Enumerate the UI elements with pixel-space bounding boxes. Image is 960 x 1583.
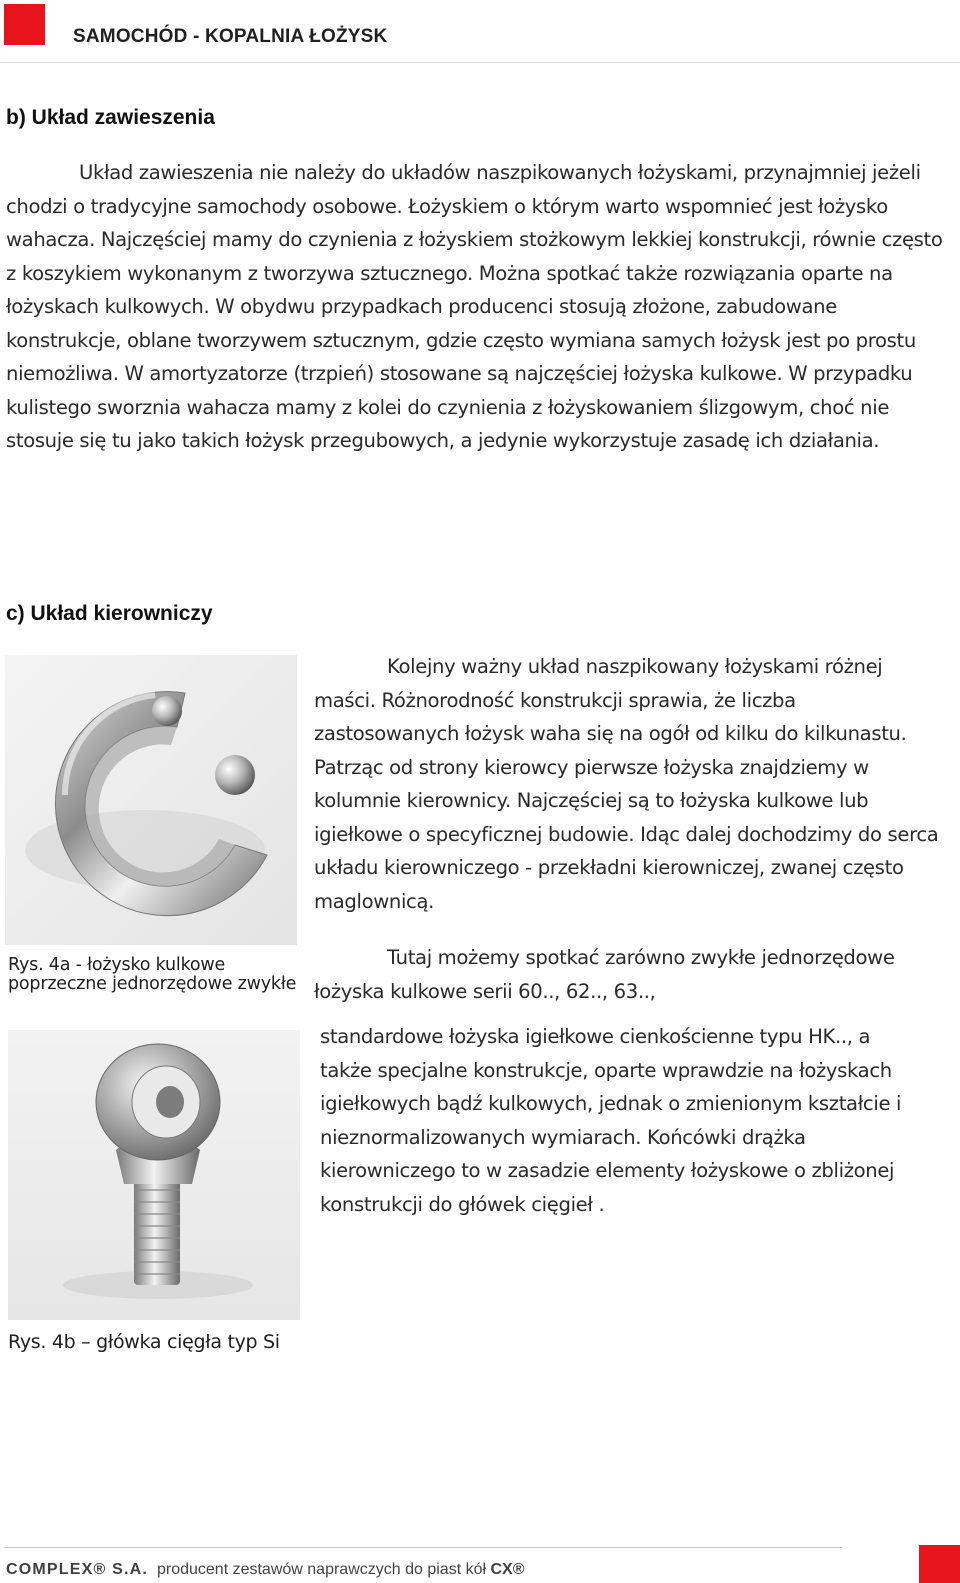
footer-company-name: COMPLEX® S.A.: [6, 1561, 149, 1578]
section-c-heading: c) Układ kierowniczy: [6, 602, 213, 625]
footer-divider: [4, 1547, 842, 1548]
section-c-paragraph-2-start: Tutaj możemy spotkać zarówno zwykłe jednorzędowe łożyska kulkowe serii 60.., 62.., 63..,: [314, 946, 895, 1003]
footer-line: [6, 1561, 525, 1579]
ball-bearing-icon: [5, 655, 297, 945]
figure-4a-image: [5, 655, 297, 945]
section-b-heading: b) Układ zawieszenia: [6, 106, 215, 129]
brand-logo-square: [4, 4, 45, 45]
section-c-paragraph-2-continued: standardowe łożyska igiełkowe cienkościenne typu HK.., a także specjalne konstrukcje, oparte wprawdzie na łożyskach igiełkowych bądź kulkowych, jednak o zmienionym kształcie i nieznormalizowanych wymiarach. Końcówki drążka kierowniczego to w zasadzie elementy łożyskowe o zbliżonej konstrukcji do główek cięgieł .: [320, 1025, 902, 1216]
footer-brand-square: [919, 1545, 960, 1583]
footer-cx-mark: CX®: [490, 1561, 525, 1578]
footer-tagline: producent zestawów naprawczych do piast kół: [156, 1561, 487, 1578]
figure-4a-caption: Rys. 4a - łożysko kulkowe poprzeczne jednorzędowe zwykłe: [8, 955, 297, 994]
section-b-paragraph: Układ zawieszenia nie należy do układów naszpikowanych łożyskami, przynajmniej jeżeli chodzi o tradycyjne samochody osobowe. Łożyskiem o którym warto wspomnieć jest łożysko wahacza. Najczęściej mamy do czynienia z łożyskiem stożkowym lekkiej konstrukcji, równie często z koszykiem wykonanym z tworzywa sztucznego. Można spotkać także rozwiązania oparte na łożyskach kulkowych. W obydwu przypadkach producenci stosują złożone, zabudowane konstrukcje, oblane tworzywem sztucznym, gdzie często wymiana samych łożysk jest po prostu niemożliwa. W amortyzatorze (trzpień) stosowane są najczęściej łożyska kulkowe. W przypadku kulistego sworznia wahacza mamy z kolei do czynienia z łożyskowaniem ślizgowym, choć nie stosuje się tu jako takich łożysk przegubowych, a jedynie wykorzystuje zasadę ich działania.: [6, 161, 943, 452]
page-header-title: SAMOCHÓD - KOPALNIA ŁOŻYSK: [73, 26, 388, 47]
rod-end-icon: [8, 1030, 300, 1320]
header-divider: [0, 62, 960, 63]
section-c-paragraph-1: Kolejny ważny układ naszpikowany łożyskami różnej maści. Różnorodność konstrukcji sprawia, że liczba zastosowanych łożysk waha się na ogół od kilku do kilkunastu. Patrząc od strony kierowcy pierwsze łożyska znajdziemy w kolumnie kierownicy. Najczęściej są to łożyska kulkowe lub igiełkowe o specyficznej budowie. Idąc dalej dochodzimy do serca układu kierowniczego - przekładni kierowniczej, zwanej często maglownicą.: [314, 655, 939, 913]
figure-4b-image: [8, 1030, 300, 1320]
figure-4b-caption: Rys. 4b – główka cięgła typ Si: [8, 1331, 280, 1353]
